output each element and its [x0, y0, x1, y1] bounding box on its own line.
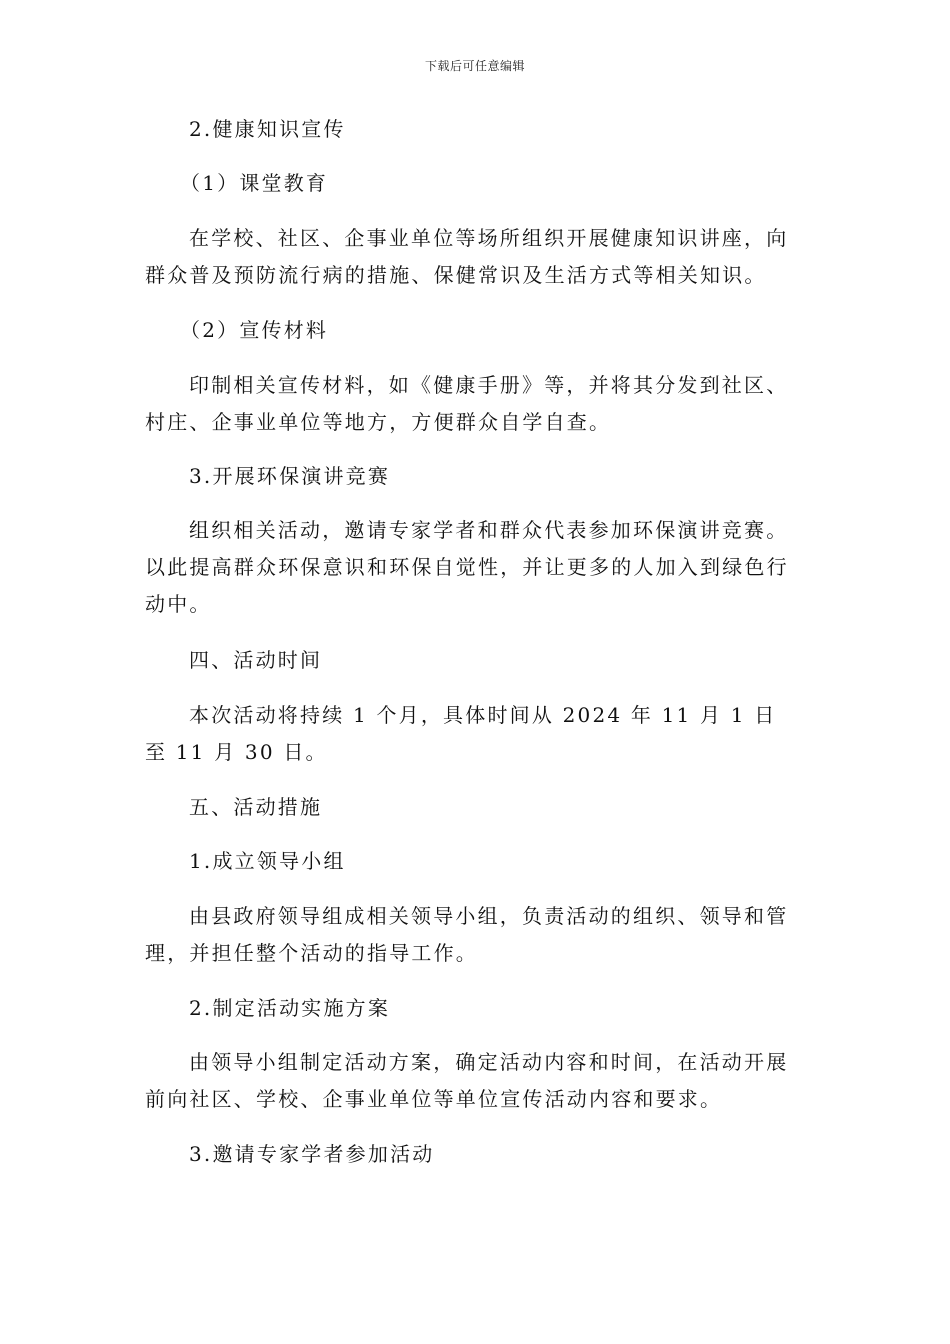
paragraph-activity-time: 本次活动将持续 1 个月，具体时间从 2024 年 11 月 1 日至 11 月 30 日。: [145, 703, 777, 764]
section-heading-invite-experts: 3.邀请专家学者参加活动: [189, 1142, 435, 1166]
section-heading-health-promotion: 2.健康知识宣传: [189, 117, 346, 141]
paragraph-implementation-plan: 由领导小组制定活动方案，确定活动内容和时间，在活动开展前向社区、学校、企事业单位等单位宣传活动内容和要求。: [145, 1050, 789, 1111]
paragraph-speech-contest: 组织相关活动，邀请专家学者和群众代表参加环保演讲竞赛。以此提高群众环保意识和环保自觉性，并让更多的人加入到绿色行动中。: [145, 518, 789, 616]
page-header-note: 下载后可任意编辑: [424, 59, 525, 73]
section-heading-activity-time: 四、活动时间: [189, 648, 323, 672]
paragraph-promotional-materials: 印制相关宣传材料，如《健康手册》等，并将其分发到社区、村庄、企事业单位等地方，方便群众自学自查。: [145, 373, 789, 434]
subheading-promotional-materials: （2）宣传材料: [180, 318, 329, 342]
section-heading-activity-measures: 五、活动措施: [189, 795, 323, 819]
section-heading-leadership-group: 1.成立领导小组: [189, 849, 346, 873]
subheading-classroom-education: （1）课堂教育: [180, 171, 329, 195]
section-heading-speech-contest: 3.开展环保演讲竞赛: [189, 464, 391, 488]
section-heading-implementation-plan: 2.制定活动实施方案: [189, 996, 391, 1020]
paragraph-leadership-group: 由县政府领导组成相关领导小组，负责活动的组织、领导和管理，并担任整个活动的指导工作。: [145, 904, 789, 965]
paragraph-classroom-education: 在学校、社区、企事业单位等场所组织开展健康知识讲座，向群众普及预防流行病的措施、保健常识及生活方式等相关知识。: [145, 226, 789, 287]
